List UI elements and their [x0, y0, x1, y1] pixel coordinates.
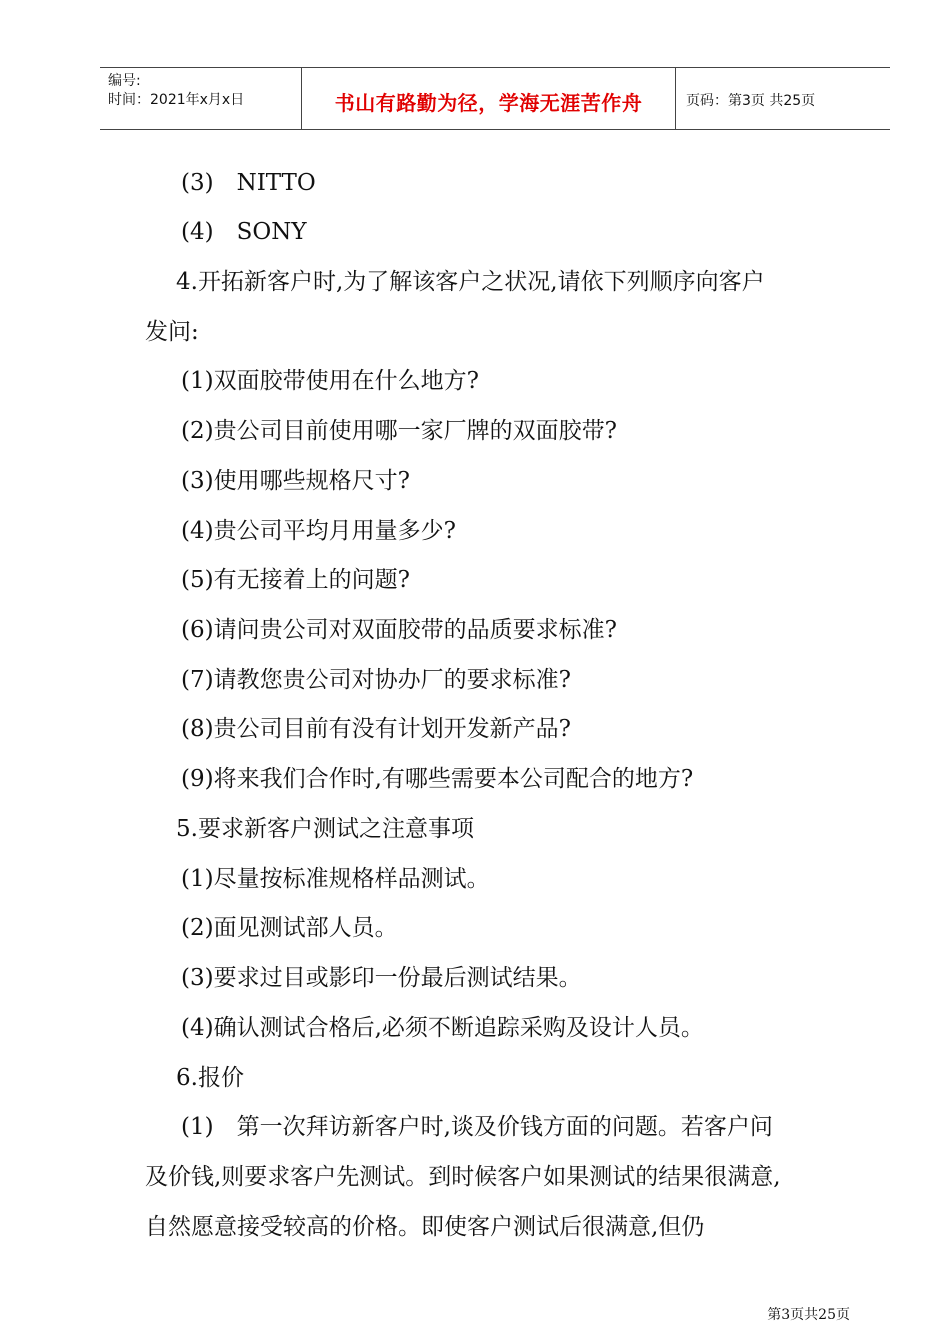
list-item: (9)将来我们合作时,有哪些需要本公司配合的地方? — [181, 766, 694, 792]
header-left-cell — [100, 68, 302, 129]
section-heading: 6.报价 — [176, 1065, 244, 1091]
list-item: (2)面见测试部人员。 — [181, 915, 398, 941]
list-item: (8)贵公司目前有没有计划开发新产品? — [181, 716, 571, 742]
page-footer: 第3页共25页 — [767, 1307, 850, 1323]
motto-text: 书山有路勤为径，学海无涯苦作舟 — [334, 91, 643, 115]
paragraph-line: 自然愿意接受较高的价格。即使客户测试后很满意,但仍 — [145, 1214, 705, 1240]
list-item: (6)请问贵公司对双面胶带的品质要求标准? — [181, 617, 617, 643]
list-item: (4)确认测试合格后,必须不断追踪采购及设计人员。 — [181, 1015, 704, 1041]
document-number-label: 编号: — [108, 73, 141, 89]
page-number-label: 页码：第3页 共25页 — [686, 93, 816, 109]
list-item: (7)请教您贵公司对协办厂的要求标准? — [181, 667, 571, 693]
section-heading: 4.开拓新客户时,为了解该客户之状况,请依下列顺序向客户 — [176, 269, 765, 295]
list-item: (4) SONY — [181, 219, 307, 245]
list-item: (3)要求过目或影印一份最后测试结果。 — [181, 965, 582, 991]
header-right-cell — [676, 68, 890, 129]
paragraph-line: 及价钱,则要求客户先测试。到时候客户如果测试的结果很满意, — [145, 1164, 781, 1190]
list-item: (5)有无接着上的问题? — [181, 567, 410, 593]
header-motto-cell — [302, 68, 676, 129]
document-date-label: 时间：2021年x月x日 — [108, 92, 245, 108]
list-item: (3) NITTO — [181, 170, 316, 196]
page-header — [100, 67, 890, 130]
section-heading: 5.要求新客户测试之注意事项 — [176, 816, 474, 842]
list-item: (1)尽量按标准规格样品测试。 — [181, 866, 490, 892]
paragraph-line: (1) 第一次拜访新客户时,谈及价钱方面的问题。若客户问 — [181, 1114, 773, 1140]
list-item: (1)双面胶带使用在什么地方? — [181, 368, 479, 394]
list-item: (4)贵公司平均月用量多少? — [181, 518, 456, 544]
paragraph-line: 发问: — [145, 319, 199, 345]
list-item: (2)贵公司目前使用哪一家厂牌的双面胶带? — [181, 418, 617, 444]
list-item: (3)使用哪些规格尺寸? — [181, 468, 410, 494]
